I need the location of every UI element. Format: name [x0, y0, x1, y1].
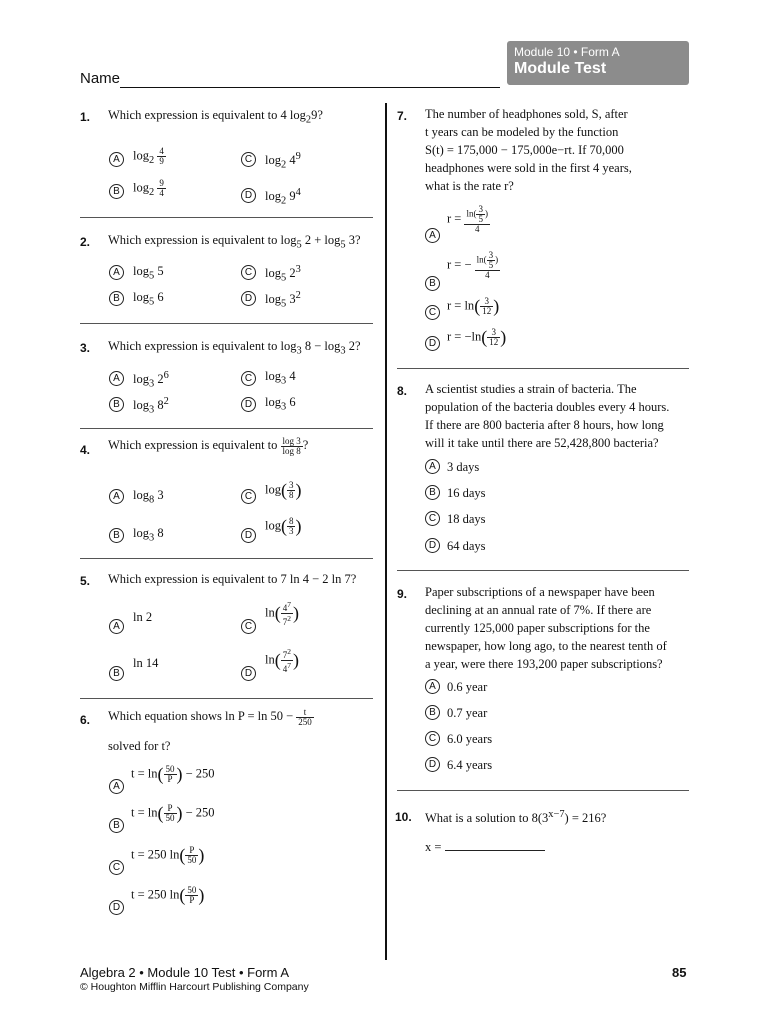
choice-bubble-c[interactable]: C [241, 265, 256, 280]
question-text: Paper subscriptions of a newspaper have been declining at an annual rate of 7%. If there are currently 125,000 paper subscriptions for the newspaper, how long ago, to the nearest tenth of a year, were there 193,200 paper subscriptions? [425, 585, 667, 671]
choice-b: 16 days [447, 486, 486, 500]
answer-blank[interactable] [445, 850, 545, 851]
choice-d: $\log_3 6$ [265, 395, 296, 413]
question-text: The number of headphones sold, S, after t years can be modeled by the function S(t) = 175,000 − 175,000e−rt. If 70,000 headphones were sold in the first 4 years, what is the rate r? [425, 107, 632, 193]
choice-bubble-c[interactable]: C [241, 619, 256, 634]
choice-bubble-d[interactable]: D [425, 538, 440, 553]
choice-bubble-b[interactable]: B [425, 705, 440, 720]
choice-b: ln 14 [133, 656, 159, 670]
choice-bubble-d[interactable]: D [425, 336, 440, 351]
choice-bubble-c[interactable]: C [241, 489, 256, 504]
question-number: 10. [395, 810, 412, 824]
choice-a: 0.6 year [447, 680, 488, 694]
module-title: Module Test [514, 60, 607, 77]
name-label: Name [80, 70, 121, 87]
choice-b: r = − ln( $\frac{3}{5}$ ) 4 [447, 250, 499, 280]
choice-bubble-d[interactable]: D [241, 291, 256, 306]
module-header [507, 41, 689, 85]
question-text-line2: solved for t? [108, 739, 171, 753]
question-text: Which expression is equivalent to $\log_3 8 - \log_3 2$? [108, 339, 361, 357]
question-text: Which expression is equivalent to 7 ln 4 − 2 ln 7? [108, 572, 357, 586]
divider [80, 558, 373, 559]
choice-bubble-b[interactable]: B [109, 818, 124, 833]
choice-bubble-a[interactable]: A [109, 371, 124, 386]
choice-bubble-d[interactable]: D [109, 900, 124, 915]
choice-bubble-b[interactable]: B [109, 528, 124, 543]
page-number: 85 [672, 965, 687, 980]
choice-c: r = ln( $\frac{3}{12}$ ) [447, 296, 500, 316]
choice-d: 6.4 years [447, 758, 493, 772]
choice-c: t = 250 ln( $\frac{P}{50}$ ) [131, 845, 205, 865]
divider [397, 570, 689, 571]
choice-bubble-c[interactable]: C [425, 511, 440, 526]
choice-c: 6.0 years [447, 732, 493, 746]
choice-bubble-a[interactable]: A [109, 265, 124, 280]
choice-bubble-d[interactable]: D [241, 528, 256, 543]
question-number: 4. [80, 443, 91, 457]
question-text: A scientist studies a strain of bacteria. The population of the bacteria doubles every 4 hours. If there are 800 bacteria after 8 hours, how long will it take until there are 52,428,800 bacteria? [425, 382, 670, 450]
choice-bubble-b[interactable]: B [109, 397, 124, 412]
choice-b: $\log_5 6$ [133, 290, 164, 308]
choice-d: t = 250 ln( $\frac{50}{P}$ ) [131, 885, 205, 905]
choice-b: t = ln( $\frac{P}{50}$ ) − 250 [131, 803, 215, 823]
choice-d: ln( $\frac{7^2}{4^7}$ ) [265, 647, 299, 674]
choice-d: 64 days [447, 539, 486, 553]
footer-copyright: © Houghton Mifflin Harcourt Publishing Company [80, 981, 309, 993]
divider [80, 698, 373, 699]
choice-bubble-c[interactable]: C [425, 731, 440, 746]
choice-bubble-d[interactable]: D [425, 757, 440, 772]
choice-bubble-a[interactable]: A [425, 459, 440, 474]
choice-bubble-c[interactable]: C [109, 860, 124, 875]
divider [80, 217, 373, 218]
divider [397, 368, 689, 369]
question-number: 6. [80, 713, 91, 727]
choice-a: r = ln( $\frac{3}{5}$ ) 4 [447, 204, 488, 234]
choice-bubble-c[interactable]: C [241, 152, 256, 167]
choice-bubble-b[interactable]: B [109, 184, 124, 199]
choice-b: 0.7 year [447, 706, 488, 720]
choice-d: $\log_5 3^2$ [265, 290, 301, 310]
choice-bubble-b[interactable]: B [425, 276, 440, 291]
question-number: 9. [397, 587, 408, 601]
choice-d: r = −ln( $\frac{3}{12}$ ) [447, 327, 507, 347]
divider [397, 790, 689, 791]
question-number: 8. [397, 384, 408, 398]
choice-a: 3 days [447, 460, 480, 474]
choice-bubble-a[interactable]: A [425, 679, 440, 694]
choice-bubble-a[interactable]: A [109, 779, 124, 794]
divider [80, 428, 373, 429]
choice-a: $\log_8 3$ [133, 488, 164, 506]
choice-bubble-a[interactable]: A [109, 619, 124, 634]
choice-a: t = ln( $\frac{50}{P}$ ) − 250 [131, 764, 215, 784]
question-number: 2. [80, 235, 91, 249]
choice-bubble-c[interactable]: C [425, 305, 440, 320]
choice-b: $\log_2$ $\frac{9}{4}$ [133, 178, 164, 198]
choice-c: log( $\frac{3}{8}$ ) [265, 480, 302, 500]
choice-bubble-d[interactable]: D [241, 188, 256, 203]
question-number: 7. [397, 109, 408, 123]
choice-a: $\log_2$ $\frac{4}{9}$ [133, 146, 164, 166]
choice-c: ln( $\frac{4^7}{7^2}$ ) [265, 600, 299, 627]
choice-c: $\log_5 2^3$ [265, 264, 301, 284]
choice-bubble-b[interactable]: B [109, 291, 124, 306]
choice-a: $\log_3 2^6$ [133, 370, 169, 390]
question-number: 1. [80, 110, 91, 124]
column-divider [385, 103, 387, 960]
divider [80, 323, 373, 324]
footer-title: Algebra 2 • Module 10 Test • Form A [80, 965, 290, 980]
choice-bubble-d[interactable]: D [241, 666, 256, 681]
choice-bubble-c[interactable]: C [241, 371, 256, 386]
question-number: 5. [80, 574, 91, 588]
module-form-label: Module 10 • Form A [514, 45, 620, 59]
choice-bubble-b[interactable]: B [425, 485, 440, 500]
choice-c: $\log_3 4$ [265, 369, 296, 387]
question-text: Which expression is equivalent to $\frac{\log 3}{\log 8}$ ? [108, 435, 309, 456]
choice-a: ln 2 [133, 610, 153, 624]
answer-line: x = [425, 838, 545, 856]
choice-b: $\log_3 8^2$ [133, 396, 169, 416]
question-text: Which equation shows ln P = ln 50 − $\frac{t}{250}$ [108, 706, 312, 727]
choice-a: $\log_5 5$ [133, 264, 164, 282]
question-text: What is a solution to $8(3^{x-7}) = 216$? [425, 809, 607, 826]
choice-bubble-d[interactable]: D [241, 397, 256, 412]
question-text: Which expression is equivalent to $\log_5 2 + \log_5 3$? [108, 233, 361, 251]
choice-bubble-a[interactable]: A [109, 489, 124, 504]
question-text: Which expression is equivalent to 4 $\log_29$? [108, 108, 323, 126]
choice-c: $\log_2 4^9$ [265, 151, 301, 171]
name-field[interactable] [120, 87, 500, 88]
question-number: 3. [80, 341, 91, 355]
choice-d: log( $\frac{8}{3}$ ) [265, 516, 302, 536]
choice-bubble-a[interactable]: A [425, 228, 440, 243]
choice-bubble-a[interactable]: A [109, 152, 124, 167]
choice-b: $\log_3 8$ [133, 526, 164, 544]
choice-bubble-b[interactable]: B [109, 666, 124, 681]
choice-c: 18 days [447, 512, 486, 526]
choice-d: $\log_2 9^4$ [265, 187, 301, 207]
